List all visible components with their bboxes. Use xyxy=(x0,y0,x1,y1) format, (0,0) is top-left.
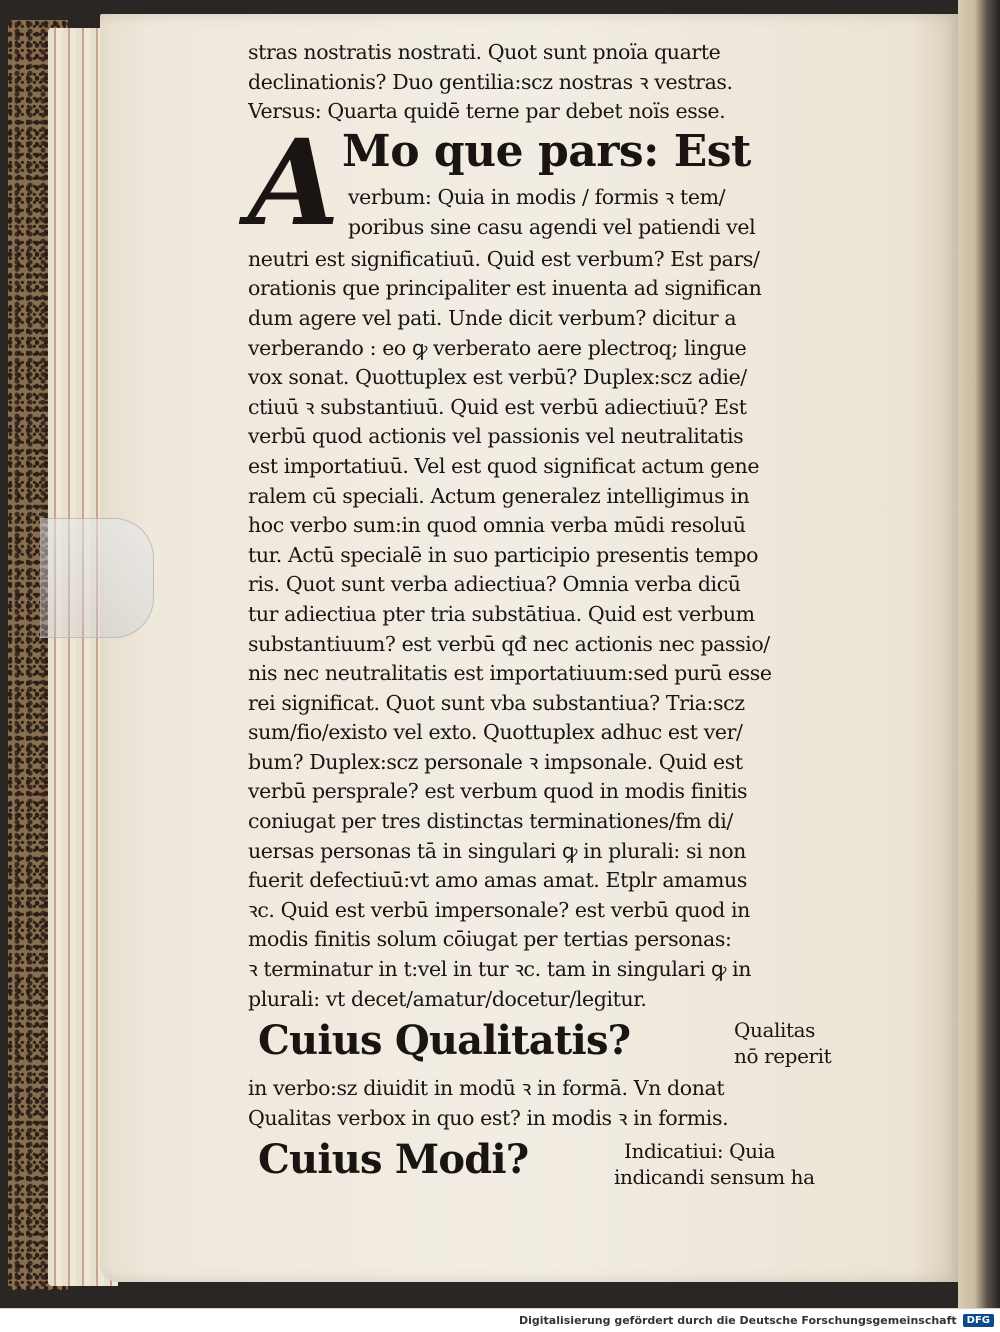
text-line: plurali: vt decet/amatur/docetur/legitur. xyxy=(248,986,647,1011)
text-line: poribus sine casu agendi vel patiendi vel xyxy=(348,214,756,239)
funding-credit: Digitalisierung gefördert durch die Deutsche Forschungsgemeinschaft xyxy=(518,1314,957,1327)
text-line: bum? Duplex:scz personale ꝛ impsonale. Quid est xyxy=(248,749,743,774)
chapter-opening xyxy=(248,112,858,252)
text-line: fuerit defectiuū:vt amo amas amat. Etplr amamus xyxy=(248,868,747,893)
text-line: sum/fio/existo vel exto. Quottuplex adhuc est ver/ xyxy=(248,720,743,745)
text-line: ꝛc. Quid est verbū impersonale? est verbū quod in xyxy=(248,897,750,922)
text-line: rei significat. Quot sunt vba substantiua? Tria:scz xyxy=(248,690,745,715)
text-line: Versus: Quarta quidē terne par debet noïs esse. xyxy=(248,99,726,124)
text-line: nis nec neutralitatis est importatiuum:sed purū esse xyxy=(248,661,772,686)
dfg-logo: DFG xyxy=(963,1314,994,1327)
side-note-line: Qualitas xyxy=(734,1018,816,1043)
side-note-line: Indicatiui: Quia xyxy=(624,1139,776,1164)
chapter-heading: Mo que pars: Est xyxy=(342,125,751,177)
text-line: modis finitis solum cōiugat per tertias personas: xyxy=(248,927,732,952)
text-line: tur. Actū specialē in suo participio presentis tempo xyxy=(248,542,759,567)
text-line: orationis que principaliter est inuenta ad significan xyxy=(248,276,762,301)
text-line: in verbo:sz diuidit in modū ꝛ in formā. Vn donat xyxy=(248,1076,725,1101)
text-line: neutri est significatiuū. Quid est verbum? Est pars/ xyxy=(248,246,760,271)
drop-cap: A xyxy=(248,112,340,252)
text-line: vox sonat. Quottuplex est verbū? Duplex:scz adie/ xyxy=(248,365,747,390)
text-line: ꝛ terminatur in t:vel in tur ꝛc. tam in singulari ꝙ in xyxy=(248,957,752,982)
text-line: verbum: Quia in modis / formis ꝛ tem/ xyxy=(348,184,726,209)
text-line: coniugat per tres distinctas terminationes/fm di/ xyxy=(248,809,733,834)
text-line: declinationis? Duo gentilia:scz nostras ꝛ vestras. xyxy=(248,69,733,94)
side-note-line: indicandi sensum ha xyxy=(614,1165,815,1190)
text-line: Qualitas verbox in quo est? in modis ꝛ in formis. xyxy=(248,1105,729,1130)
side-note-line: nō reperit xyxy=(734,1044,832,1069)
text-line: hoc verbo sum:in quod omnia verba mūdi resoluū xyxy=(248,513,746,538)
section-qualitatis xyxy=(248,1014,858,1074)
text-line: uersas personas tā in singulari ꝙ in plurali: si non xyxy=(248,838,746,863)
text-line: stras nostratis nostrati. Quot sunt pnoïa quarte xyxy=(248,40,721,64)
text-line: ctiuū ꝛ substantiuū. Quid est verbū adiectiuū? Est xyxy=(248,394,747,419)
text-line: ralem cū speciali. Actum generalez intelligimus in xyxy=(248,483,750,508)
text-line: verbū quod actionis vel passionis vel neutralitatis xyxy=(248,424,744,449)
text-line: verbū persprale? est verbum quod in modis finitis xyxy=(248,779,748,804)
book-spine xyxy=(958,0,1000,1308)
section-heading: Cuius Qualitatis? xyxy=(258,1017,631,1065)
section-modi xyxy=(248,1133,858,1193)
page-text xyxy=(248,38,858,1190)
text-line: est importatiuū. Vel est quod significat actum gene xyxy=(248,453,760,478)
text-line: dum agere vel pati. Unde dicit verbum? dicitur a xyxy=(248,305,737,330)
credit-bar xyxy=(0,1308,1000,1332)
text-line: verberando : eo ꝙ verberato aere plectroq; lingue xyxy=(248,335,747,360)
page-clip xyxy=(40,518,154,638)
text-line: substantiuum? est verbū qđ nec actionis nec passio/ xyxy=(248,631,770,656)
section-heading: Cuius Modi? xyxy=(258,1136,529,1184)
text-line: tur adiectiua pter tria substātiua. Quid est verbum xyxy=(248,601,755,626)
text-line: ris. Quot sunt verba adiectiua? Omnia verba dicū xyxy=(248,572,741,597)
